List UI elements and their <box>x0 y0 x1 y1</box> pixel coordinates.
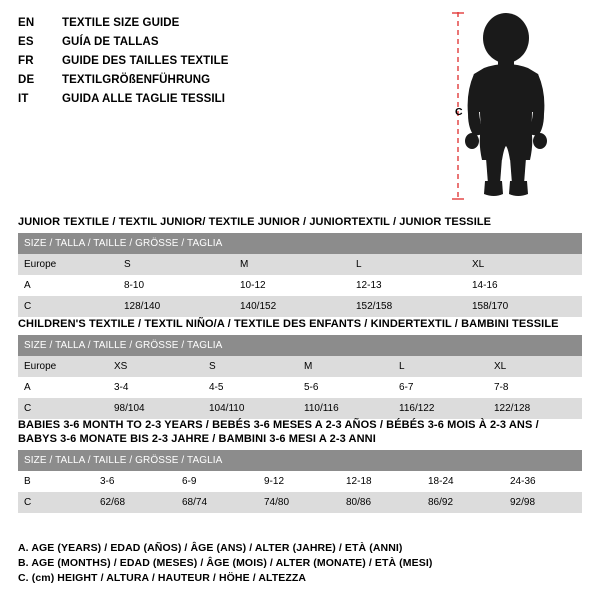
babies-size-table <box>18 450 582 513</box>
language-code: IT <box>18 93 29 105</box>
cell: 18-24 <box>422 471 504 492</box>
section-babies-textile <box>18 418 582 513</box>
cell: 86/92 <box>422 492 504 513</box>
cell: 8-10 <box>118 275 234 296</box>
child-silhouette-figure <box>446 8 586 204</box>
cell: XL <box>466 254 582 275</box>
row-label: Europe <box>18 254 118 275</box>
size-header-label: SIZE / TALLA / TAILLE / GRÖSSE / TAGLIA <box>18 233 582 254</box>
legend-line-b: B. AGE (MONTHS) / EDAD (MESES) / ÂGE (MOIS) / ALTER (MONATE) / ETÀ (MESI) <box>18 557 433 569</box>
cell: S <box>203 356 298 377</box>
row-label: B <box>18 471 94 492</box>
children-size-table <box>18 335 582 419</box>
cell: 74/80 <box>258 492 340 513</box>
cell: 24-36 <box>504 471 582 492</box>
table-row <box>18 254 582 275</box>
table-header-row <box>18 335 582 356</box>
cell: 152/158 <box>350 296 466 317</box>
cell: 10-12 <box>234 275 350 296</box>
language-row <box>18 90 448 109</box>
section-note <box>18 418 582 446</box>
cell: 4-5 <box>203 377 298 398</box>
cell: 140/152 <box>234 296 350 317</box>
language-row <box>18 14 448 33</box>
cell: 6-7 <box>393 377 488 398</box>
row-label: C <box>18 398 108 419</box>
language-title: GUÍA DE TALLAS <box>62 36 159 48</box>
cell: 62/68 <box>94 492 176 513</box>
cell: 68/74 <box>176 492 258 513</box>
language-title: GUIDA ALLE TAGLIE TESSILI <box>62 93 226 105</box>
cell: 116/122 <box>393 398 488 419</box>
cell: 128/140 <box>118 296 234 317</box>
cell: L <box>350 254 466 275</box>
table-row <box>18 296 582 317</box>
height-measure-label: C <box>455 106 463 118</box>
table-header-row <box>18 450 582 471</box>
table-row <box>18 356 582 377</box>
cell: L <box>393 356 488 377</box>
language-row <box>18 71 448 90</box>
cell: 3-4 <box>108 377 203 398</box>
cell: XL <box>488 356 582 377</box>
cell: 80/86 <box>340 492 422 513</box>
language-title: GUIDE DES TAILLES TEXTILE <box>62 55 229 67</box>
section-note-line: BABIES 3-6 MONTH TO 2-3 YEARS / BEBÉS 3-6 MESES A 2-3 AÑOS / BÉBÉS 3-6 MOIS À 2-3 ANS / <box>18 419 539 431</box>
table-row <box>18 398 582 419</box>
table-row <box>18 377 582 398</box>
cell: 14-16 <box>466 275 582 296</box>
silhouette-shape <box>465 13 547 196</box>
size-header-label: SIZE / TALLA / TAILLE / GRÖSSE / TAGLIA <box>18 450 582 471</box>
cell: S <box>118 254 234 275</box>
cell: 158/170 <box>466 296 582 317</box>
cell: 104/110 <box>203 398 298 419</box>
legend <box>18 541 582 586</box>
cell: 3-6 <box>94 471 176 492</box>
cell: 9-12 <box>258 471 340 492</box>
row-label: Europe <box>18 356 108 377</box>
table-row <box>18 275 582 296</box>
language-header <box>18 14 448 109</box>
cell: 110/116 <box>298 398 393 419</box>
section-childrens-textile <box>18 318 582 419</box>
cell: 12-13 <box>350 275 466 296</box>
table-row <box>18 471 582 492</box>
section-junior-textile <box>18 216 582 317</box>
language-row <box>18 52 448 71</box>
cell: XS <box>108 356 203 377</box>
language-row <box>18 33 448 52</box>
row-label: C <box>18 492 94 513</box>
row-label: C <box>18 296 118 317</box>
section-title: JUNIOR TEXTILE / TEXTIL JUNIOR/ TEXTILE JUNIOR / JUNIORTEXTIL / JUNIOR TESSILE <box>18 216 492 228</box>
language-code: DE <box>18 74 35 86</box>
language-code: FR <box>18 55 34 67</box>
cell: 98/104 <box>108 398 203 419</box>
table-header-row <box>18 233 582 254</box>
section-note-line: BABYS 3-6 MONATE BIS 2-3 JAHRE / BAMBINI 3-6 MESI A 2-3 ANNI <box>18 433 376 445</box>
language-code: EN <box>18 17 35 29</box>
cell: 5-6 <box>298 377 393 398</box>
row-label: A <box>18 275 118 296</box>
table-row <box>18 492 582 513</box>
language-code: ES <box>18 36 34 48</box>
size-header-label: SIZE / TALLA / TAILLE / GRÖSSE / TAGLIA <box>18 335 582 356</box>
section-title: CHILDREN'S TEXTILE / TEXTIL NIÑO/A / TEXTILE DES ENFANTS / KINDERTEXTIL / BAMBINI TESSILE <box>18 318 559 330</box>
row-label: A <box>18 377 108 398</box>
cell: 12-18 <box>340 471 422 492</box>
cell: 92/98 <box>504 492 582 513</box>
junior-size-table <box>18 233 582 317</box>
legend-line-a: A. AGE (YEARS) / EDAD (AÑOS) / ÂGE (ANS) / ALTER (JAHRE) / ETÀ (ANNI) <box>18 542 403 554</box>
legend-line-c: C. (cm) HEIGHT / ALTURA / HAUTEUR / HÖHE / ALTEZZA <box>18 572 307 584</box>
cell: 6-9 <box>176 471 258 492</box>
cell: 7-8 <box>488 377 582 398</box>
language-title: TEXTILE SIZE GUIDE <box>62 17 180 29</box>
language-title: TEXTILGRÖßENFÜHRUNG <box>62 74 211 86</box>
cell: M <box>234 254 350 275</box>
cell: 122/128 <box>488 398 582 419</box>
cell: M <box>298 356 393 377</box>
